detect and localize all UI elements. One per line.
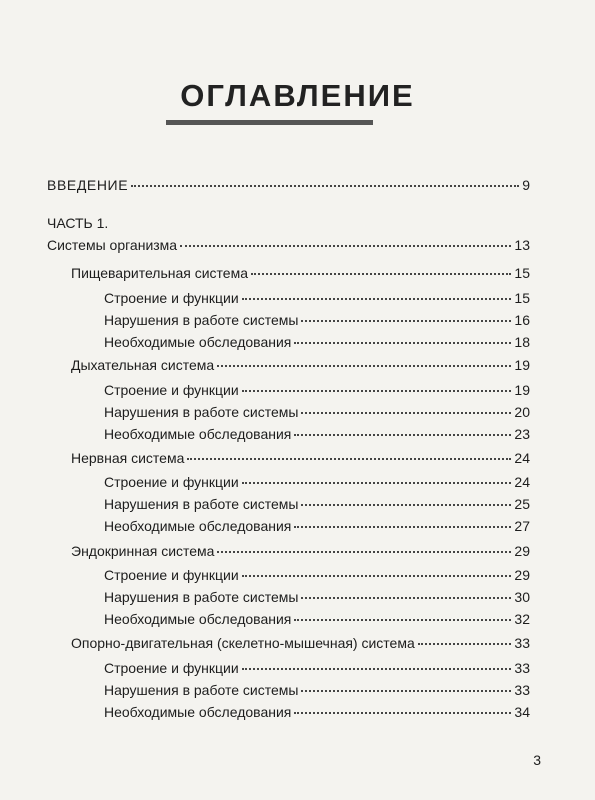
toc-entry-page: 20 — [514, 404, 530, 420]
leader-dots — [294, 712, 511, 714]
toc-entry — [71, 264, 530, 282]
toc-entry-label: Строение и функции — [104, 290, 239, 306]
leader-dots — [242, 668, 512, 670]
leader-dots — [131, 185, 519, 187]
toc-entry-introduction — [47, 176, 530, 194]
toc-entry-label: Дыхательная система — [71, 357, 215, 373]
leader-dots — [180, 245, 511, 247]
toc-entry-page: 33 — [514, 635, 530, 651]
toc-entry-label: Нарушения в работе системы — [104, 404, 299, 420]
page-title: ОГЛАВЛЕНИЕ — [180, 78, 415, 113]
leader-dots — [242, 390, 512, 392]
toc-entry-label: Нарушения в работе системы — [104, 589, 299, 605]
toc-entry-page: 33 — [514, 682, 530, 698]
toc-entry-label: Нервная система — [71, 450, 185, 466]
toc-entry-label: Нарушения в работе системы — [104, 682, 299, 698]
toc-entry-label: Необходимые обследования — [104, 426, 292, 442]
leader-dots — [301, 412, 511, 414]
toc-entry-page: 29 — [514, 567, 530, 583]
toc-entry-page: 15 — [514, 265, 530, 281]
toc-entry-label: Строение и функции — [104, 382, 239, 398]
toc-entry — [104, 473, 530, 491]
leader-dots — [294, 434, 511, 436]
toc-entry-label: Необходимые обследования — [104, 334, 292, 350]
toc-entry — [47, 236, 530, 254]
toc-entry-label: Нарушения в работе системы — [104, 496, 299, 512]
toc-entry-label: Пищеварительная система — [71, 265, 249, 281]
toc-entry-page: 18 — [514, 334, 530, 350]
leader-dots — [242, 482, 512, 484]
toc-entry — [104, 566, 530, 584]
page-number: 3 — [533, 752, 541, 768]
toc-entry — [104, 588, 530, 606]
toc-entry-page: 30 — [514, 589, 530, 605]
part-heading-label: ЧАСТЬ 1. — [47, 215, 109, 231]
toc-entry — [71, 356, 530, 374]
toc-entry-label: Необходимые обследования — [104, 704, 292, 720]
toc-entry-label: Необходимые обследования — [104, 518, 292, 534]
leader-dots — [294, 619, 511, 621]
toc-entry-page: 29 — [514, 543, 530, 559]
toc-entry-page: 27 — [514, 518, 530, 534]
toc-entry-page: 34 — [514, 704, 530, 720]
part-heading — [47, 214, 108, 232]
toc-entry — [71, 449, 530, 467]
leader-dots — [217, 551, 511, 553]
toc-entry-page: 32 — [514, 611, 530, 627]
toc-entry — [104, 311, 530, 329]
toc-entry-label: Необходимые обследования — [104, 611, 292, 627]
leader-dots — [301, 690, 511, 692]
toc-entry-page: 24 — [514, 450, 530, 466]
leader-dots — [242, 298, 512, 300]
toc-entry-page: 25 — [514, 496, 530, 512]
leader-dots — [301, 597, 511, 599]
toc-entry — [104, 610, 530, 628]
toc-entry-page: 15 — [514, 290, 530, 306]
toc-entry-page: 19 — [514, 357, 530, 373]
toc-entry-label: Нарушения в работе системы — [104, 312, 299, 328]
toc-entry-page: 19 — [514, 382, 530, 398]
toc-entry-label: Опорно-двигательная (скелетно-мышечная) система — [71, 635, 415, 651]
toc-entry-label: Строение и функции — [104, 660, 239, 676]
leader-dots — [187, 458, 511, 460]
toc-entry-label: Системы организма — [47, 237, 178, 253]
toc-entry-page: 23 — [514, 426, 530, 442]
toc-entry-page: 16 — [514, 312, 530, 328]
toc-entry — [104, 381, 530, 399]
toc-entry — [104, 659, 530, 677]
toc-entry-page: 24 — [514, 474, 530, 490]
leader-dots — [301, 320, 511, 322]
toc-entry-label: ВВЕДЕНИЕ — [47, 177, 129, 193]
toc-entry — [104, 517, 530, 535]
toc-entry — [104, 333, 530, 351]
toc-entry — [104, 703, 530, 721]
toc-entry-label: Строение и функции — [104, 474, 239, 490]
toc-entry — [104, 403, 530, 421]
leader-dots — [251, 273, 511, 275]
toc-entry-page: 9 — [522, 177, 530, 193]
title-underline — [166, 120, 373, 125]
toc-entry — [71, 542, 530, 560]
leader-dots — [242, 575, 512, 577]
leader-dots — [301, 504, 511, 506]
toc-entry — [104, 495, 530, 513]
toc-entry — [104, 425, 530, 443]
leader-dots — [294, 526, 511, 528]
toc-entry — [104, 681, 530, 699]
toc-entry — [71, 634, 530, 652]
leader-dots — [217, 365, 511, 367]
toc-entry-label: Эндокринная система — [71, 543, 215, 559]
toc-entry-page: 33 — [514, 660, 530, 676]
leader-dots — [294, 342, 511, 344]
toc-entry-label: Строение и функции — [104, 567, 239, 583]
toc-entry — [104, 289, 530, 307]
leader-dots — [418, 643, 512, 645]
toc-entry-page: 13 — [514, 237, 530, 253]
